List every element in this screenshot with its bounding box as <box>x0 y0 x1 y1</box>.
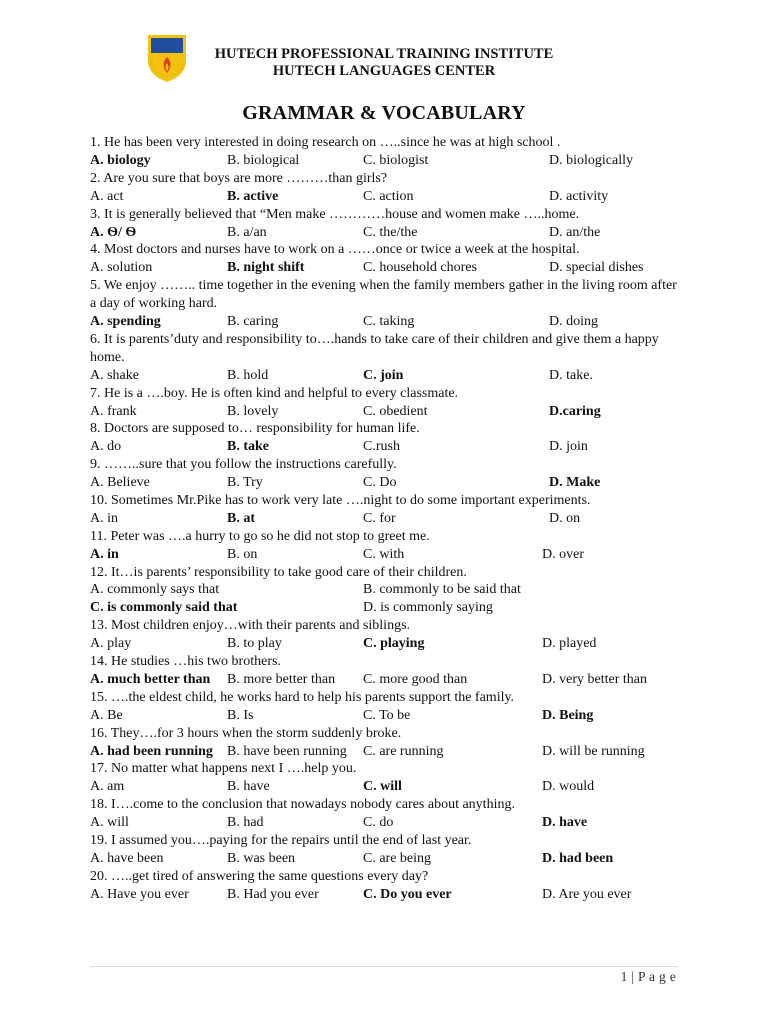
question-text: 14. He studies …his two brothers. <box>90 654 281 670</box>
answer-option-correct: D. Being <box>542 707 594 723</box>
answer-option: C. obedient <box>363 403 428 419</box>
answer-options <box>90 313 680 331</box>
answer-option-correct: A. spending <box>90 314 161 329</box>
answer-option: C. are running <box>363 743 444 759</box>
page-number: 1 | P a g e <box>620 969 676 984</box>
answer-option: D. an/the <box>549 224 601 240</box>
answer-options <box>90 259 680 277</box>
question-text: 6. It is parents’duty and responsibility to….hands to take care of their children and give them a happy home. <box>90 331 659 365</box>
answer-options <box>90 814 680 832</box>
answer-option: A. act <box>90 188 124 204</box>
answer-option: C. with <box>363 546 405 562</box>
answer-option-correct: A. biology <box>90 152 151 168</box>
answer-option: A. shake <box>90 367 139 383</box>
answer-options <box>90 188 680 206</box>
answer-options <box>90 510 680 528</box>
answer-options <box>90 224 680 242</box>
question-list <box>90 134 680 904</box>
question-text: 12. It…is parents’ responsibility to take good care of their children. <box>90 564 467 580</box>
answer-options <box>90 850 680 868</box>
answer-option: C. more good than <box>363 671 468 687</box>
answer-option-correct: C. playing <box>363 636 425 652</box>
page-title: GRAMMAR & VOCABULARY <box>242 102 526 124</box>
answer-options <box>90 474 680 492</box>
answer-option: A. in <box>90 510 118 526</box>
answer-option-correct: C. join <box>363 367 404 383</box>
answer-option: D. played <box>542 636 597 652</box>
answer-option: D. take. <box>549 367 593 383</box>
question-text: 1. He has been very interested in doing research on …..since he was at high school . <box>90 135 561 150</box>
answer-options <box>90 778 680 796</box>
answer-options <box>90 438 680 456</box>
answer-options <box>90 635 680 653</box>
answer-option: A. play <box>90 636 132 652</box>
question-text: 8. Doctors are supposed to… responsibility for human life. <box>90 421 420 437</box>
answer-option: D. would <box>542 779 595 795</box>
answer-option: D. over <box>542 546 584 562</box>
answer-option-correct: B. active <box>227 188 279 204</box>
question-text: 17. No matter what happens next I ….help you. <box>90 761 357 777</box>
answer-option: C. To be <box>363 707 411 723</box>
answer-options <box>90 671 680 689</box>
answer-option: B. a/an <box>227 224 267 240</box>
answer-options <box>90 367 680 385</box>
answer-option: B. was been <box>227 850 296 866</box>
answer-option: C. household chores <box>363 260 477 276</box>
answer-option: D. Are you ever <box>542 886 632 902</box>
answer-options <box>90 599 680 617</box>
answer-option-correct: B. night shift <box>227 260 305 276</box>
question-text: 7. He is a ….boy. He is often kind and helpful to every classmate. <box>90 385 459 401</box>
answer-options <box>90 743 680 761</box>
question-text: 16. They….for 3 hours when the storm suddenly broke. <box>90 725 402 741</box>
question-text: 20. …..get tired of answering the same questions every day? <box>90 868 429 884</box>
answer-option: A. solution <box>90 260 153 276</box>
answer-option: B. biological <box>227 152 300 168</box>
answer-option: D. activity <box>549 188 609 204</box>
question-text: 18. I….come to the conclusion that nowadays nobody cares about anything. <box>90 797 515 813</box>
answer-options <box>90 546 680 564</box>
question-text: 10. Sometimes Mr.Pike has to work very late ….night to do some important experiments. <box>90 492 591 508</box>
answer-option: B. commonly to be said that <box>363 582 521 598</box>
question-text: 15. ….the eldest child, he works hard to help his parents support the family. <box>90 689 515 705</box>
question-text: 9. ……..sure that you follow the instructions carefully. <box>90 457 397 473</box>
answer-option: C. do <box>363 815 394 831</box>
answer-option-correct: A. had been running <box>90 743 213 759</box>
answer-option: A. am <box>90 779 125 795</box>
answer-options <box>90 403 680 421</box>
answer-option: D. is commonly saying <box>363 600 493 616</box>
answer-option: B. had <box>227 815 264 831</box>
center-name: HUTECH LANGUAGES CENTER <box>272 63 496 79</box>
answer-option: B. have <box>227 779 270 795</box>
answer-option: C. Do <box>363 475 397 491</box>
answer-option: C. taking <box>363 314 415 329</box>
answer-option: A. Believe <box>90 475 150 491</box>
institution-name: HUTECH PROFESSIONAL TRAINING INSTITUTE <box>214 46 554 62</box>
answer-option: C. for <box>363 510 396 526</box>
answer-option-correct: C. is commonly said that <box>90 600 238 616</box>
answer-option: B. more better than <box>227 671 336 687</box>
question-text: 5. We enjoy …….. time together in the evening when the family members gather in the living room after a day of working hard. <box>90 278 677 312</box>
answer-option: C. biologist <box>363 152 429 168</box>
question-text: 19. I assumed you….paying for the repairs until the end of last year. <box>90 833 472 849</box>
answer-options <box>90 581 680 599</box>
answer-option: A. will <box>90 815 129 831</box>
answer-option: B. have been running <box>227 743 347 759</box>
answer-option: B. Try <box>227 475 263 491</box>
footer-divider <box>90 966 678 967</box>
answer-option-correct: D.caring <box>549 403 601 419</box>
answer-option: B. lovely <box>227 403 279 419</box>
answer-option: D. doing <box>549 314 598 329</box>
answer-option-correct: D. have <box>542 815 588 831</box>
answer-options <box>90 886 680 904</box>
answer-options <box>90 707 680 725</box>
hutech-logo <box>145 33 189 83</box>
answer-option: C. the/the <box>363 224 418 240</box>
question-text: 4. Most doctors and nurses have to work on a ……once or twice a week at the hospital. <box>90 242 580 258</box>
answer-option: C. are being <box>363 850 432 866</box>
answer-option: D. on <box>549 510 581 526</box>
answer-option: B. to play <box>227 636 282 652</box>
question-text: 13. Most children enjoy…with their parents and siblings. <box>90 618 411 634</box>
answer-option-correct: A. in <box>90 546 119 562</box>
answer-option-correct: A. Ѳ/ Ѳ <box>90 224 137 240</box>
answer-option-correct: C. Do you ever <box>363 886 452 902</box>
answer-option: A. commonly says that <box>90 582 220 598</box>
answer-option: A. do <box>90 439 122 455</box>
answer-option: B. Is <box>227 707 254 723</box>
answer-option: C. action <box>363 188 414 204</box>
answer-option: D. will be running <box>542 743 645 759</box>
answer-option: B. on <box>227 546 258 562</box>
answer-option: C.rush <box>363 439 400 455</box>
answer-option: A. Be <box>90 707 123 723</box>
answer-option-correct: D. had been <box>542 850 614 866</box>
answer-option: D. join <box>549 439 588 455</box>
answer-option-correct: A. much better than <box>90 671 211 687</box>
answer-option-correct: D. Make <box>549 475 601 491</box>
answer-option: D. very better than <box>542 671 647 687</box>
answer-option: B. Had you ever <box>227 886 319 902</box>
question-text: 2. Are you sure that boys are more ………than girls? <box>90 170 388 186</box>
answer-option: A. have been <box>90 850 164 866</box>
answer-option: B. hold <box>227 367 269 383</box>
answer-option: A. frank <box>90 403 137 419</box>
answer-option: D. biologically <box>549 152 633 168</box>
question-text: 11. Peter was ….a hurry to go so he did not stop to greet me. <box>90 528 430 544</box>
answer-option-correct: B. at <box>227 510 255 526</box>
answer-option-correct: B. take <box>227 439 269 455</box>
answer-option: D. special dishes <box>549 260 644 276</box>
answer-option: B. caring <box>227 314 279 329</box>
institution-header <box>190 46 578 80</box>
answer-option: A. Have you ever <box>90 886 189 902</box>
answer-option-correct: C. will <box>363 779 402 795</box>
answer-options <box>90 152 680 170</box>
question-text: 3. It is generally believed that “Men make …………house and women make …..home. <box>90 206 580 222</box>
